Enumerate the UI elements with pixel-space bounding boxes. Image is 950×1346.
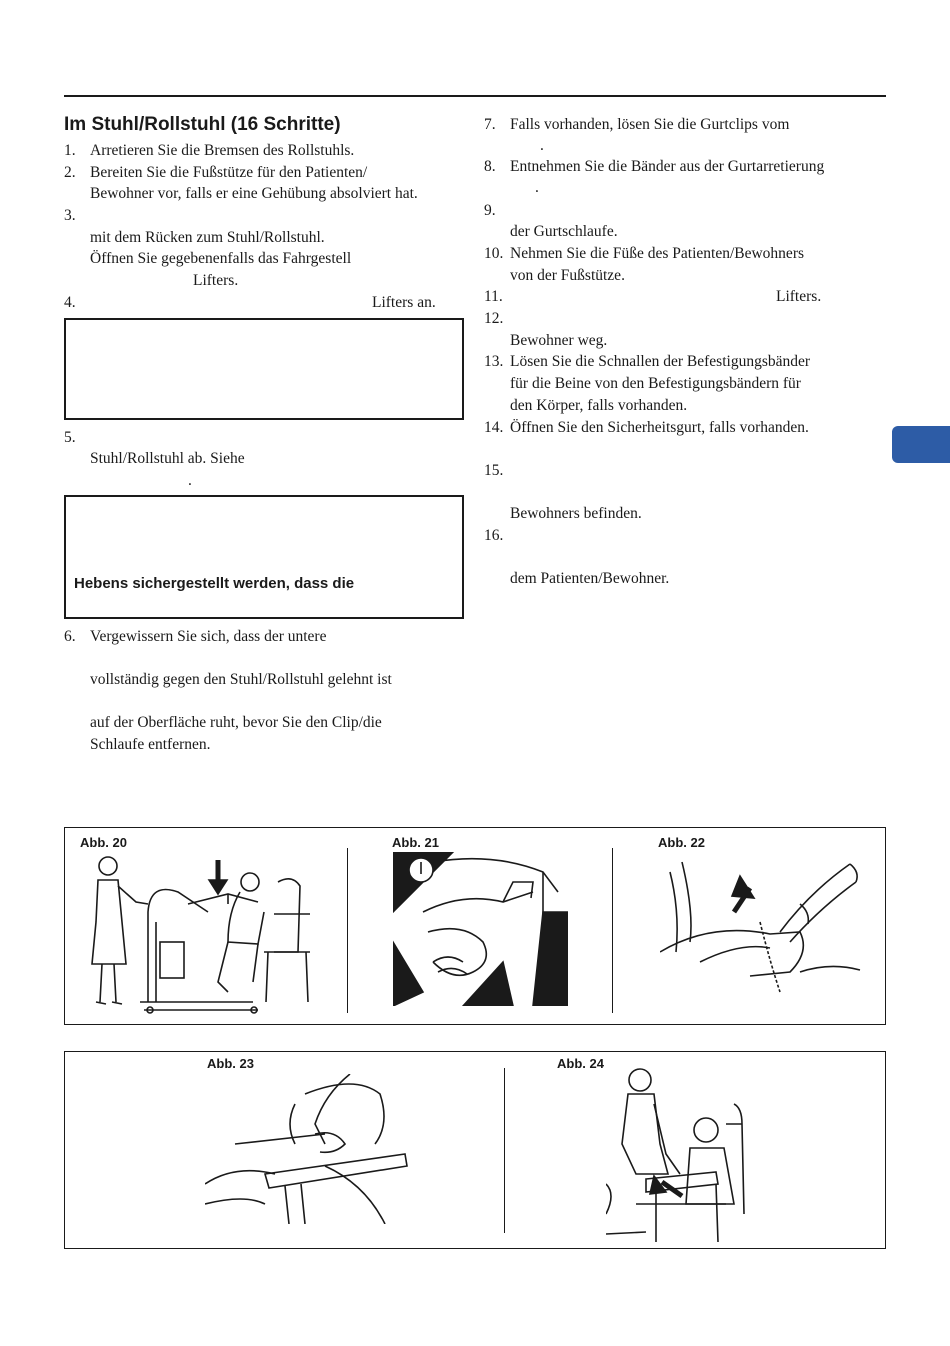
step-text: Bewohner vor, falls er eine Gehübung absolviert hat. bbox=[90, 185, 418, 202]
figure-label: Abb. 23 bbox=[207, 1056, 254, 1071]
step-number: 5. bbox=[64, 429, 76, 446]
illustration-caregiver-patient bbox=[606, 1064, 748, 1244]
figure-divider bbox=[612, 848, 613, 1013]
illustration-armrest-hands bbox=[205, 1074, 410, 1224]
chapter-tab-marker bbox=[892, 426, 950, 463]
figure-label: Abb. 22 bbox=[658, 835, 705, 850]
step-text: Nehmen Sie die Füße des Patienten/Bewohners bbox=[510, 245, 805, 262]
figure-box-bottom bbox=[64, 1051, 886, 1249]
step-text: Lifters. bbox=[776, 288, 822, 305]
step-text: Stuhl/Rollstuhl ab. Siehe bbox=[90, 450, 245, 467]
step-text: Bewohners befinden. bbox=[510, 505, 642, 522]
step-text: Öffnen Sie gegebenenfalls das Fahrgestell bbox=[90, 250, 352, 267]
step-text: Entnehmen Sie die Bänder aus der Gurtarretierung bbox=[510, 158, 825, 175]
step-text: Bereiten Sie die Fußstütze für den Patienten/ bbox=[90, 164, 368, 181]
step-number: 13. bbox=[484, 353, 504, 370]
illustration-clip-release bbox=[393, 852, 568, 1006]
step-text: Falls vorhanden, lösen Sie die Gurtclips vom bbox=[510, 116, 790, 133]
step-number: 8. bbox=[484, 158, 496, 175]
warning-box-2 bbox=[64, 495, 464, 619]
step-text: . bbox=[540, 137, 544, 154]
step-text: Schlaufe entfernen. bbox=[90, 736, 211, 753]
figure-divider bbox=[347, 848, 348, 1013]
step-text: der Gurtschlaufe. bbox=[510, 223, 618, 240]
figure-label: Abb. 21 bbox=[392, 835, 439, 850]
step-number: 3. bbox=[64, 207, 76, 224]
step-number: 15. bbox=[484, 462, 504, 479]
step-text: dem Patienten/Bewohner. bbox=[510, 570, 670, 587]
warning-box-1 bbox=[64, 318, 464, 420]
step-number: 12. bbox=[484, 310, 504, 327]
step-text: auf der Oberfläche ruht, bevor Sie den Clip/die bbox=[90, 714, 382, 731]
step-text: . bbox=[535, 179, 539, 196]
step-text: für die Beine von den Befestigungsbändern für bbox=[510, 375, 801, 392]
step-text: von der Fußstütze. bbox=[510, 267, 625, 284]
illustration-loop-removal bbox=[660, 852, 870, 1002]
step-number: 1. bbox=[64, 142, 76, 159]
step-text: Lifters. bbox=[193, 272, 239, 289]
step-number: 6. bbox=[64, 628, 76, 645]
step-text: den Körper, falls vorhanden. bbox=[510, 397, 688, 414]
step-number: 4. bbox=[64, 294, 76, 311]
step-number: 11. bbox=[484, 288, 503, 305]
step-text: Lifters an. bbox=[372, 294, 436, 311]
step-number: 9. bbox=[484, 202, 496, 219]
section-title: Im Stuhl/Rollstuhl (16 Schritte) bbox=[64, 114, 341, 135]
step-text: mit dem Rücken zum Stuhl/Rollstuhl. bbox=[90, 229, 325, 246]
step-text: Bewohner weg. bbox=[510, 332, 608, 349]
step-text: Lösen Sie die Schnallen der Befestigungsbänder bbox=[510, 353, 811, 370]
step-number: 14. bbox=[484, 419, 504, 436]
illustration-lift-to-chair bbox=[78, 852, 338, 1014]
header-rule bbox=[64, 95, 886, 97]
step-text: vollständig gegen den Stuhl/Rollstuhl gelehnt ist bbox=[90, 671, 392, 688]
figure-label: Abb. 24 bbox=[557, 1056, 604, 1071]
figure-label: Abb. 20 bbox=[80, 835, 127, 850]
step-text: . bbox=[188, 472, 192, 489]
step-text: Vergewissern Sie sich, dass der untere bbox=[90, 628, 327, 645]
step-number: 10. bbox=[484, 245, 504, 262]
step-number: 2. bbox=[64, 164, 76, 181]
step-text: Arretieren Sie die Bremsen des Rollstuhls. bbox=[90, 142, 355, 159]
step-number: 16. bbox=[484, 527, 504, 544]
figure-divider bbox=[504, 1068, 505, 1233]
step-text: Öffnen Sie den Sicherheitsgurt, falls vorhanden. bbox=[510, 419, 809, 436]
warning-text: Hebens sichergestellt werden, dass die bbox=[74, 575, 355, 592]
step-number: 7. bbox=[484, 116, 496, 133]
